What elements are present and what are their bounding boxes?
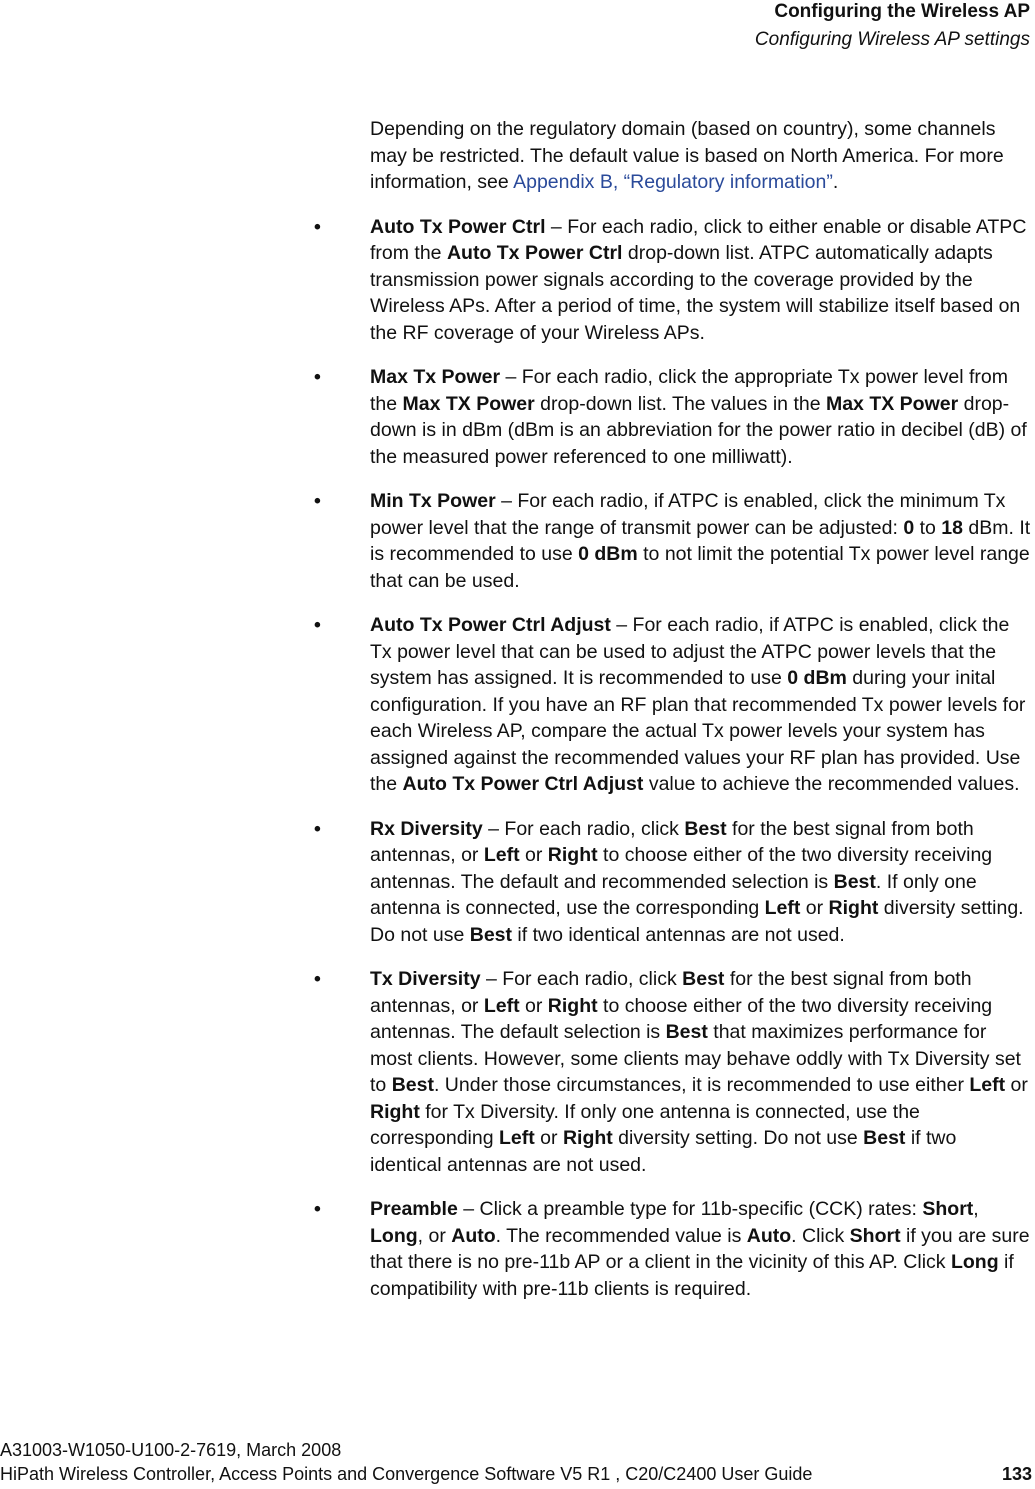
bullet-text: drop-down is in dBm (dBm is an abbreviation for the power ratio in decibel (dB) of the measured power referenced to one milliwatt). bbox=[370, 392, 1027, 468]
bullet-text: – For each radio, click bbox=[482, 817, 685, 840]
bullet-item bbox=[314, 364, 1032, 470]
bold-value: Right bbox=[547, 994, 598, 1017]
bullet-text: – For each radio, click bbox=[480, 968, 683, 990]
bullet-text: or bbox=[800, 897, 829, 919]
bullet-text: to choose either of the two diversity receiving antennas. The default selection is bbox=[370, 994, 993, 1043]
bullet-item bbox=[314, 612, 1032, 798]
bullet-term: Auto Tx Power Ctrl Adjust bbox=[370, 614, 611, 636]
bold-value: Best bbox=[684, 817, 727, 840]
regulatory-appendix-link[interactable]: Appendix B, “Regulatory information” bbox=[513, 171, 833, 193]
bold-value: 0 dBm bbox=[787, 667, 847, 689]
bold-value: Long bbox=[370, 1224, 418, 1247]
bullet-text: – Click a preamble type for 11b-specific (CCK) rates: bbox=[457, 1198, 923, 1220]
bullet-term: Max Tx Power bbox=[370, 366, 501, 388]
chapter-title: Configuring the Wireless AP bbox=[774, 1, 1030, 22]
bullet-item bbox=[314, 966, 1032, 1178]
bold-value: Right bbox=[828, 897, 879, 919]
running-header bbox=[755, 0, 1030, 52]
bullet-text: – For each radio, click the appropriate Tx power level from the bbox=[370, 366, 1008, 415]
bold-value: Best bbox=[682, 968, 725, 990]
bullet-dot: • bbox=[314, 215, 321, 238]
bold-value: Short bbox=[849, 1224, 901, 1247]
bold-value: Right bbox=[370, 1100, 420, 1123]
bullet-dot: • bbox=[314, 1198, 321, 1220]
bullet-text: drop-down list. ATPC automatically adapts transmission power signals according to the coverage provided by the Wireless APs. After a period of time, the system will stabilize itself based on the RF coverage of your Wireless APs. bbox=[370, 242, 1021, 344]
bullet-dot: • bbox=[314, 614, 321, 636]
bullet-term: Rx Diversity bbox=[370, 817, 483, 840]
bullet-term: Min Tx Power bbox=[370, 490, 496, 512]
bold-value: Left bbox=[764, 897, 801, 919]
bullet-term: Auto Tx Power Ctrl bbox=[370, 215, 546, 238]
bullet-text: . The recommended value is bbox=[495, 1224, 747, 1247]
bold-value: Auto bbox=[746, 1224, 792, 1247]
bullet-text: value to achieve the recommended values. bbox=[643, 773, 1020, 795]
bullet-text: , bbox=[973, 1198, 979, 1220]
bold-value: Auto Tx Power Ctrl bbox=[446, 242, 623, 264]
bullet-text: for the best signal from both antennas, or bbox=[370, 817, 974, 866]
bullet-dot: • bbox=[314, 366, 321, 388]
bullet-text: or bbox=[534, 1127, 563, 1149]
bullet-text: diversity setting. Do not use bbox=[612, 1127, 864, 1149]
bold-value: Left bbox=[483, 994, 520, 1017]
bullet-text: . Click bbox=[791, 1224, 850, 1247]
page-number: 133 bbox=[1001, 1464, 1032, 1484]
bullet-dot: • bbox=[314, 968, 321, 990]
guide-title: HiPath Wireless Controller, Access Points and Convergence Software V5 R1 , C20/C2400 User Guide bbox=[0, 1464, 813, 1484]
bold-value: Best bbox=[391, 1074, 434, 1096]
bullet-dot: • bbox=[314, 490, 321, 512]
bullet-item bbox=[314, 816, 1032, 949]
bullet-term: Preamble bbox=[370, 1198, 458, 1220]
bullet-text: – For each radio, if ATPC is enabled, click the minimum Tx power level that the range of transmit power can be adjusted: bbox=[370, 490, 1006, 539]
bold-value: Left bbox=[969, 1074, 1006, 1096]
bullet-text: – For each radio, if ATPC is enabled, click the Tx power level that can be used to adjust the ATPC power levels that the system has assigned. It is recommended to use bbox=[370, 614, 1010, 689]
bold-value: Auto Tx Power Ctrl Adjust bbox=[402, 773, 644, 795]
bullet-term: Tx Diversity bbox=[370, 968, 481, 990]
bullet-text: if two identical antennas are not used. bbox=[370, 1127, 957, 1176]
intro-text: Depending on the regulatory domain (based on country), some channels may be restricted. The default value is based on North America. For more information, see bbox=[370, 118, 1004, 193]
bold-value: Best bbox=[833, 870, 876, 893]
settings-bullet-list bbox=[314, 214, 1032, 1303]
intro-paragraph bbox=[370, 116, 1032, 196]
bold-value: Left bbox=[483, 844, 520, 866]
intro-end: . bbox=[832, 171, 839, 193]
bullet-text: . If only one antenna is connected, use the corresponding bbox=[370, 870, 977, 919]
bullet-text: during your inital configuration. If you have an RF plan that recommended Tx power levels for each Wireless AP, compare the actual Tx power levels your system has assigned against the recommended values your RF plan has provided. Use the bbox=[370, 667, 1026, 795]
bold-value: Auto bbox=[451, 1224, 496, 1247]
bold-value: Right bbox=[562, 1127, 613, 1149]
bold-value: Max TX Power bbox=[402, 392, 535, 415]
bullet-dot: • bbox=[314, 817, 321, 840]
bold-value: 0 dBm bbox=[578, 543, 638, 565]
bullet-text: or bbox=[1005, 1074, 1028, 1096]
bullet-text: , or bbox=[417, 1224, 452, 1247]
bold-value: Short bbox=[922, 1198, 974, 1220]
bold-value: Long bbox=[950, 1251, 999, 1273]
bold-value: Right bbox=[547, 844, 598, 866]
bullet-item bbox=[314, 488, 1032, 594]
bullet-text: if two identical antennas are not used. bbox=[512, 923, 845, 946]
bullet-text: that maximizes performance for most clients. However, some clients may behave oddly with Tx Diversity set to bbox=[370, 1021, 1021, 1096]
bullet-item bbox=[314, 214, 1032, 347]
bullet-text: to bbox=[914, 516, 942, 539]
bullet-text: to choose either of the two diversity receiving antennas. The default and recommended selection is bbox=[370, 844, 993, 893]
bullet-text: for the best signal from both antennas, or bbox=[370, 968, 972, 1017]
bold-value: Best bbox=[469, 923, 513, 946]
bullet-text: if you are sure that there is no pre-11b AP or a client in the vicinity of this AP. Click bbox=[370, 1224, 1030, 1273]
bullet-text: to not limit the potential Tx power level range that can be used. bbox=[370, 543, 1030, 592]
guide-title-line bbox=[0, 1462, 1035, 1486]
bullet-text: – For each radio, click to either enable or disable ATPC from the bbox=[370, 215, 1027, 264]
bullet-text: drop-down list. The values in the bbox=[534, 392, 826, 415]
bullet-text: or bbox=[519, 994, 548, 1017]
bold-value: Max TX Power bbox=[825, 392, 959, 415]
section-title: Configuring Wireless AP settings bbox=[754, 29, 1030, 50]
bullet-text: . Under those circumstances, it is recommended to use either bbox=[433, 1074, 970, 1096]
bullet-text: for Tx Diversity. If only one antenna is connected, use the corresponding bbox=[370, 1100, 920, 1149]
page-footer bbox=[0, 1438, 1035, 1486]
bold-value: Best bbox=[863, 1127, 906, 1149]
bold-value: 0 bbox=[903, 516, 915, 539]
bullet-text: diversity setting. Do not use bbox=[370, 897, 1024, 946]
bullet-text: dBm. It is recommended to use bbox=[370, 516, 1031, 565]
bold-value: 18 bbox=[941, 516, 963, 539]
bullet-text: if compatibility with pre-11b clients is required. bbox=[370, 1251, 1014, 1300]
main-content bbox=[314, 116, 1032, 1320]
bullet-item bbox=[314, 1196, 1032, 1302]
bold-value: Left bbox=[499, 1127, 535, 1149]
document-id: A31003-W1050-U100-2-7619, March 2008 bbox=[0, 1440, 342, 1460]
bullet-text: or bbox=[519, 844, 548, 866]
bold-value: Best bbox=[665, 1021, 708, 1043]
